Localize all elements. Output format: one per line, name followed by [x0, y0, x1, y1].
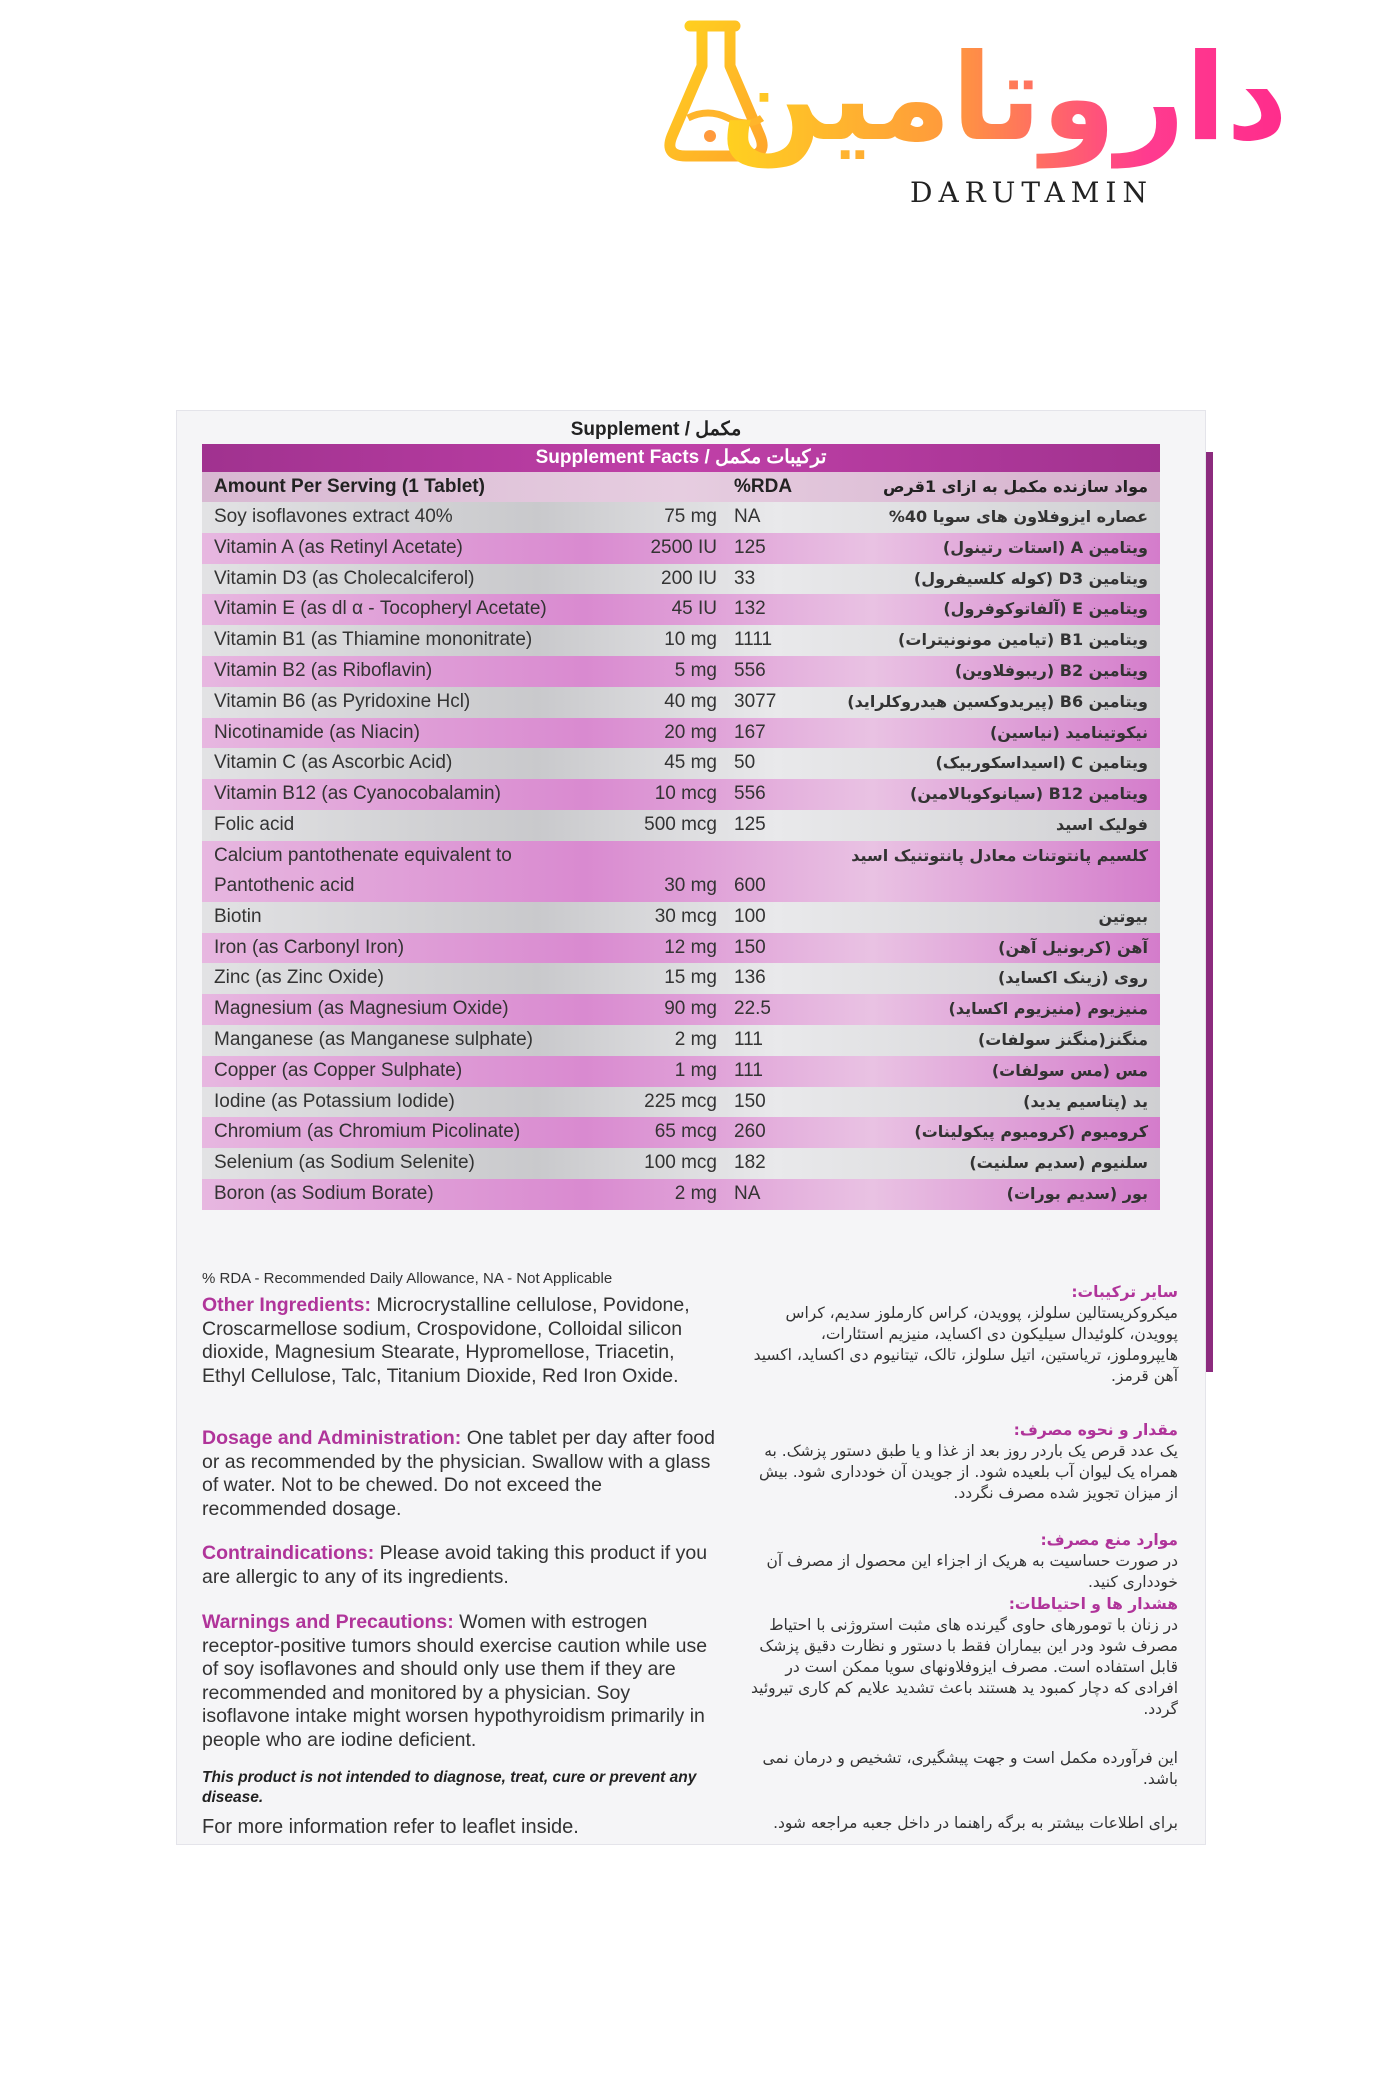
ingredient-name: Vitamin C (as Ascorbic Acid): [214, 752, 453, 774]
table-row: [202, 718, 1160, 749]
rda-cell: 100: [734, 905, 766, 927]
warnings-text-fa: در زنان با تومورهای حاوی گیرنده های مثبت استروژنی با احتیاط مصرف شود ودر این بیماران فقط با دستور و نظارت دقیق پزشک قابل استفاده است. مصرف ایزوفلاونهای سویا ممکن است در افرادی که دچار کمبود ید هستند باعث تشدید علایم کم کاری تیروئید گردد.: [751, 1616, 1178, 1718]
persian-name: ویتامین B12 (سیانوکوبالامین): [910, 784, 1148, 804]
package-panel: [176, 410, 1206, 1845]
amount-cell: 20 mg: [664, 721, 717, 743]
rda-cell: NA: [734, 506, 761, 527]
persian-name: ویتامین D3 (کوله کلسیفرول): [913, 568, 1148, 588]
rda-cell: 150: [734, 936, 766, 958]
rda-note: % RDA - Recommended Daily Allowance, NA - Not Applicable: [202, 1270, 613, 1287]
dosage-heading: Dosage and Administration:: [202, 1427, 462, 1449]
box-side-edge: [1205, 452, 1213, 1372]
table-row: [202, 656, 1160, 687]
disclaimer-fa: این فرآورده مکمل است و جهت پیشگیری، تشخیص و درمان نمی باشد.: [762, 1749, 1178, 1788]
ingredient-name: Nicotinamide (as Niacin): [214, 721, 420, 743]
table-row: [202, 1148, 1160, 1179]
logo-latin-text: DARUTAMIN: [910, 176, 1153, 209]
rda-cell: 150: [734, 1090, 766, 1112]
ingredient-name: Vitamin E (as dl α - Tocopheryl Acetate): [214, 598, 547, 620]
other-ingredients-text: Microcrystalline cellulose, Povidone, Croscarmellose sodium, Crospovidone, Colloidal silicon dioxide, Magnesium Stearate, Hypromellose, Triacetin, Ethyl Cellulose, Talc, Titanium Dioxide, Red Iron Oxide.: [202, 1294, 690, 1387]
ingredient-name: Calcium pantothenate equivalent to Pantothenic acid: [214, 844, 512, 896]
amount-cell: 2 mg: [674, 1028, 717, 1050]
dosage-text-fa: یک عدد قرص یک باردر روز بعد از غذا و یا طبق دستور پزشک. به همراه یک لیوان آب بلعیده شود. از جویدن آن خودداری شود. بیش از میزان تجویز شده مصرف نگردد.: [759, 1442, 1178, 1502]
contraindications-heading-fa: موارد منع مصرف:: [1040, 1531, 1178, 1549]
ingredient-name: Soy isoflavones extract 40%: [214, 506, 453, 527]
amount-cell: 40 mg: [664, 690, 717, 712]
persian-name: ویتامین B1 (تیامین مونونیترات): [898, 630, 1148, 650]
other-ingredients-heading: Other Ingredients:: [202, 1294, 372, 1316]
table-row: [202, 779, 1160, 810]
amount-cell: 500 mcg: [644, 813, 717, 835]
rda-cell: 600: [734, 874, 766, 896]
more-info-en: For more information refer to leaflet inside.: [202, 1816, 579, 1838]
amount-cell: 30 mcg: [654, 905, 717, 927]
logo-wordmark: داروتامین: [720, 24, 1288, 174]
rda-cell: 260: [734, 1121, 766, 1143]
amount-cell: 200 IU: [661, 567, 717, 589]
amount-cell: 45 mg: [664, 752, 717, 774]
more-info-fa: برای اطلاعات بیشتر به برگه راهنما در داخل جعبه مراجعه شود.: [773, 1814, 1178, 1832]
rda-cell: 125: [734, 536, 766, 558]
ingredient-name: Iodine (as Potassium Iodide): [214, 1090, 455, 1112]
rda-cell: 1111: [734, 629, 773, 651]
other-ingredients-text-fa: میکروکریستالین سلولز، پوویدن، کراس کارملوز سدیم، کراس پوویدن، کلوئیدال سیلیکون دی اکساید، منیزیم استئارات، هایپروملوز، تریاستین، اتیل سلولز، تالک، تیتانیوم دی اکساید، اکسید آهن قرمز.: [753, 1304, 1178, 1385]
warnings-fa: [748, 1594, 1178, 1720]
persian-name: منیزیوم (منیزیوم اکساید): [948, 999, 1148, 1019]
persian-name: مس (مس سولفات): [991, 1060, 1148, 1080]
table-row: [202, 1117, 1160, 1148]
ingredient-name: Biotin: [214, 905, 262, 927]
persian-name: ویتامین C (اسیداسکوربیک): [935, 753, 1148, 773]
ingredient-name: Vitamin D3 (as Cholecalciferol): [214, 567, 475, 589]
warnings-heading: Warnings and Precautions:: [202, 1611, 454, 1633]
table-row: [202, 1179, 1160, 1210]
amount-cell: 12 mg: [664, 936, 717, 958]
rda-cell: 556: [734, 659, 766, 681]
amount-cell: 1 mg: [674, 1059, 717, 1081]
amount-cell: 5 mg: [674, 659, 717, 681]
table-row: [202, 502, 1160, 533]
persian-name: کلسیم پانتوتنات معادل پانتوتنیک اسید: [851, 845, 1148, 865]
rda-cell: 136: [734, 967, 766, 989]
rda-cell: 132: [734, 598, 766, 620]
dosage-text: One tablet per day after food or as recommended by the physician. Swallow with a glass of water. Not to be chewed. Do not exceed the recommended dosage.: [202, 1427, 715, 1520]
amount-cell: 100 mcg: [644, 1152, 717, 1174]
dosage-en: [202, 1427, 722, 1521]
persian-name: ویتامین B6 (پیریدوکسین هیدروکلراید): [847, 691, 1148, 711]
amount-cell: 10 mcg: [654, 783, 717, 805]
table-row: [202, 625, 1160, 656]
table-row: [202, 1025, 1160, 1056]
amount-cell: 10 mg: [664, 629, 717, 651]
table-row: [202, 748, 1160, 779]
contraindications-heading: Contraindications:: [202, 1542, 375, 1564]
ingredient-name: Zinc (as Zinc Oxide): [214, 967, 384, 989]
warnings-heading-fa: هشدار ها و احتیاطات:: [1008, 1595, 1178, 1613]
table-row: [202, 687, 1160, 718]
ingredient-name: Vitamin B1 (as Thiamine mononitrate): [214, 629, 533, 651]
persian-name: سلنیوم (سدیم سلنیت): [969, 1153, 1148, 1173]
rda-cell: 3077: [734, 690, 777, 712]
persian-name: روی (زینک اکساید): [997, 968, 1148, 988]
dosage-fa: [748, 1420, 1178, 1504]
amount-cell: 65 mcg: [654, 1121, 717, 1143]
amount-cell: 2 mg: [674, 1182, 717, 1204]
persian-name: نیکوتینامید (نیاسین): [989, 722, 1148, 742]
rda-cell: 111: [734, 1059, 763, 1081]
rda-cell: 22.5: [734, 998, 771, 1020]
rda-cell: 182: [734, 1152, 766, 1174]
supplement-title: Supplement / مکمل: [570, 419, 742, 440]
amount-cell: 2500 IU: [650, 536, 717, 558]
table-row: [202, 994, 1160, 1025]
table-row: [202, 1056, 1160, 1087]
amount-cell: 90 mg: [664, 998, 717, 1020]
dosage-heading-fa: مقدار و نحوه مصرف:: [1013, 1421, 1178, 1439]
ingredient-name: Vitamin B12 (as Cyanocobalamin): [214, 783, 501, 805]
amount-cell: 45 IU: [671, 598, 717, 620]
disclaimer-en: This product is not intended to diagnose, treat, cure or prevent any disease.: [202, 1769, 697, 1806]
ingredient-name: Vitamin B2 (as Riboflavin): [214, 659, 433, 681]
other-ingredients-heading-fa: سایر ترکیبات:: [1071, 1283, 1178, 1301]
persian-name: ویتامین A (استات رتینول): [942, 537, 1148, 557]
ingredient-name: Copper (as Copper Sulphate): [214, 1059, 463, 1081]
contraindications-text: Please avoid taking this product if you are allergic to any of its ingredients.: [202, 1542, 708, 1588]
persian-name: بور (سدیم بورات): [1006, 1183, 1148, 1203]
brand-logo: [640, 18, 1360, 208]
warnings-en: [202, 1611, 722, 1752]
column-header-row: [202, 472, 1160, 502]
other-ingredients-fa: [748, 1282, 1178, 1387]
contraindications-text-fa: در صورت حساسیت به هریک از اجزاء این محصول از مصرف آن خودداری کنید.: [766, 1552, 1178, 1591]
ingredient-name: Boron (as Sodium Borate): [214, 1182, 434, 1204]
facts-header: Supplement Facts / ترکیبات مکمل: [202, 444, 1160, 472]
amount-cell: 15 mg: [664, 967, 717, 989]
supplement-facts-table: [202, 444, 1160, 1210]
rda-cell: 125: [734, 813, 766, 835]
ingredient-name: Selenium (as Sodium Selenite): [214, 1152, 475, 1174]
table-row: [202, 933, 1160, 964]
rda-cell: 111: [734, 1028, 763, 1050]
persian-name: ویتامین E (آلفاتوکوفرول): [943, 599, 1148, 619]
amount-cell: 225 mcg: [644, 1090, 717, 1112]
ingredient-name: Vitamin A (as Retinyl Acetate): [214, 536, 463, 558]
ingredient-name: Manganese (as Manganese sulphate): [214, 1028, 533, 1050]
ingredient-name: Iron (as Carbonyl Iron): [214, 936, 405, 958]
persian-name: بیوتین: [1098, 906, 1148, 926]
persian-name: فولیک اسید: [1056, 814, 1148, 834]
amount-cell: 30 mg: [664, 874, 717, 896]
column-rda-header: %RDA: [734, 476, 793, 497]
column-amount-header: Amount Per Serving (1 Tablet): [214, 476, 485, 497]
contraindications-fa: [748, 1530, 1178, 1593]
rda-cell: 50: [734, 752, 756, 774]
rda-cell: NA: [734, 1182, 761, 1204]
ingredient-name: Chromium (as Chromium Picolinate): [214, 1121, 521, 1143]
table-row: [202, 564, 1160, 595]
ingredient-name: Folic acid: [214, 813, 295, 835]
contraindications-en: [202, 1542, 722, 1589]
persian-name: آهن (کربونیل آهن): [998, 937, 1148, 957]
persian-name: ویتامین B2 (ریبوفلاوین): [954, 660, 1148, 680]
table-row: [202, 594, 1160, 625]
persian-name: کرومیوم (کرومیوم پیکولینات): [914, 1122, 1148, 1142]
warnings-text: Women with estrogen receptor-positive tumors should exercise caution while use of soy isoflavones and should only use them if they are recommended and monitored by a physician. Soy isoflavone intake might worsen hypothyroidism primarily in people who are iodine deficient.: [202, 1611, 708, 1751]
amount-cell: 75 mg: [664, 506, 717, 527]
rda-cell: 167: [734, 721, 766, 743]
persian-name: منگنز(منگنز سولفات): [977, 1029, 1148, 1049]
ingredient-name: Magnesium (as Magnesium Oxide): [214, 998, 509, 1020]
table-row: [202, 902, 1160, 933]
ingredient-name: Vitamin B6 (as Pyridoxine Hcl): [214, 690, 471, 712]
table-row: [202, 963, 1160, 994]
rda-cell: 556: [734, 783, 766, 805]
rda-cell: 33: [734, 567, 756, 589]
column-fa-header: مواد سازنده مکمل به ازای 1قرص: [883, 477, 1148, 496]
table-row: [202, 841, 1160, 902]
table-row: [202, 1087, 1160, 1118]
persian-name: ید (پتاسیم یدید): [1023, 1091, 1148, 1111]
other-ingredients-en: [202, 1294, 722, 1388]
persian-name: عصاره ایزوفلاون های سویا 40%: [888, 507, 1148, 526]
table-body: [202, 502, 1160, 1210]
table-row: [202, 533, 1160, 564]
table-row: [202, 810, 1160, 841]
